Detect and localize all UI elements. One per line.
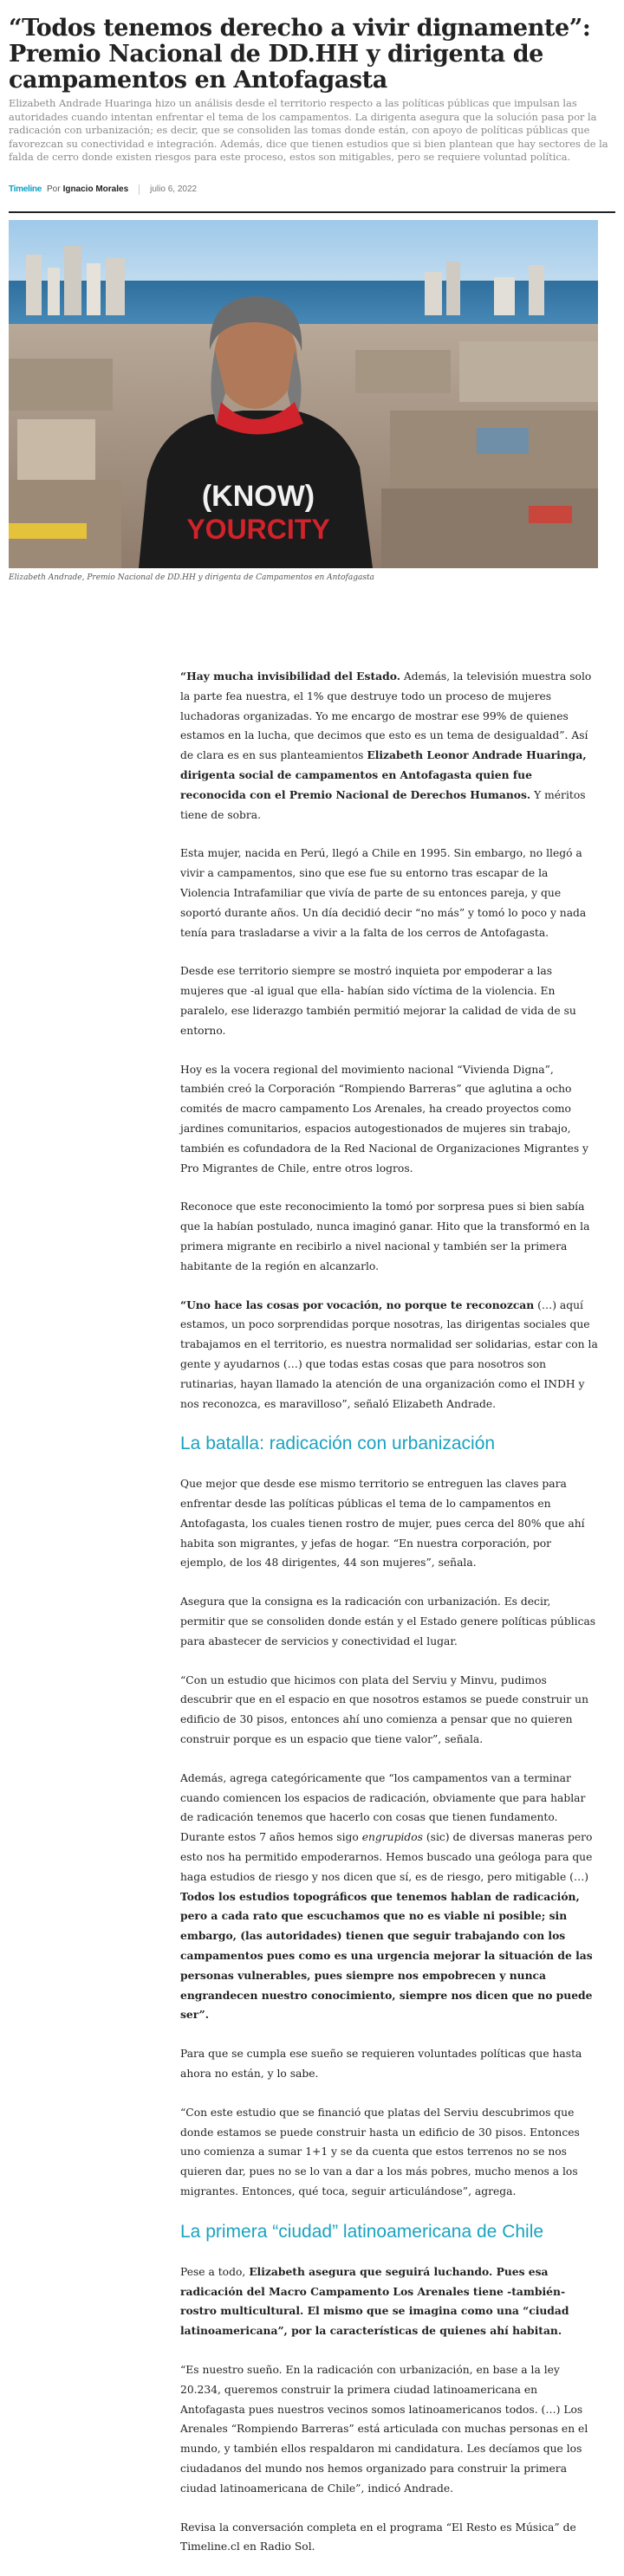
paragraph-13-bold: Elizabeth asegura que seguirá luchando. Pues esa radicación del Macro Campamento Los Arenales tiene -también- rostro multicultural. El mismo que se imagina como una “ciudad latinoamericana”, por la características de quienes ahí habitan. [180, 2264, 569, 2338]
paragraph-12: “Con este estudio que se financió que platas del Serviu descubrimos que donde estamos se puede construir hasta un edificio de 30 pisos. Entonces uno comienza a sumar 1+1 y se da cuenta que estos terrenos no se nos quieren dar, pues no se lo van a dar a los más pobres, mucho menos a los migrantes. Entonces, qué toca, seguir articulándose”, agrega. [180, 2106, 580, 2197]
paragraph-5: Reconoce que este reconocimiento la tomó por sorpresa pues si bien sabía que la habían postulado, nunca imaginó ganar. Hito que la transformó en la primera migrante en recibirlo a nivel nacional y también ser la primera habitante de la región en alcanzarlo. [180, 1201, 590, 1272]
paragraph-10-bold: Todos los estudios topográficos que tenemos hablan de radicación, pero a cada rato que escuchamos que no es viable ni posible; sin embargo, (las autoridades) tienen que seguir trabajando con los campamentos pues como es una urgencia mejorar la situación de las personas vulnerables, pues siempre nos empobrecen y nunca engrandecen nuestro conocimiento, siempre nos dicen que no puede ser”. [180, 1889, 593, 2022]
paragraph-7: Que mejor que desde ese mismo territorio se entreguen las claves para enfrentar desde las políticas públicas el tema de lo campamentos en Antofagasta, los cuales tienen rostro de mujer, pues cerca del 80% que ahí habita son migrantes, y jefas de hogar. “En nuestra corporación, por ejemplo, de los 48 dirigentes, 44 son mujeres”, señala. [180, 1478, 585, 1570]
paragraph-6 [180, 1296, 598, 1414]
paragraph-13-text: Pese a todo, [180, 2265, 250, 2278]
paragraph-11: Para que se cumpla ese sueño se requieren voluntades políticas que hasta ahora no están, y lo sabe. [180, 2048, 582, 2081]
paragraph-1-bold-1: “Hay mucha invisibilidad del Estado. [180, 670, 400, 683]
paragraph-4: Hoy es la vocera regional del movimiento nacional “Vivienda Digna”, también creó la Corporación “Rompiendo Barreras” que aglutina a ocho comités de macro campamento Los Arenales, ha creado proyectos como jardines comunitarios, espacios autogestionados de mujeres sin trabajo, también es cofundadora de la Red Nacional de Organizaciones Migrantes y Pro Migrantes de Chile, entre otros logros. [180, 1063, 589, 1175]
article-body [180, 667, 598, 2576]
paragraph-1-bold-2: Elizabeth Leonor Andrade Huaringa, dirigenta social de campamentos en Antofagasta quien fue reconocida con el Premio Nacional de Derechos Humanos. [180, 748, 587, 801]
photo-caption: Elizabeth Andrade, Premio Nacional de DD.HH y dirigenta de Campamentos en Antofagasta [9, 573, 374, 582]
byline-prefix: Por [47, 184, 61, 194]
header-divider [9, 211, 615, 213]
paragraph-1 [180, 667, 598, 825]
article-lead: Elizabeth Andrade Huaringa hizo un análisis desde el territorio respecto a las políticas públicas que impulsan las autoridades cuando intentan enfrentar el tema de los campamentos. La dirigenta asegura que la solución pasa por la radicación con urbanización; es decir, que se consoliden las tomas donde están, con apoyo de políticas públicas que favorezcan su conectividad e integración. Además, dice que tienen estudios que si bien plantean que hay sectores de la falda de cerro donde existen riesgos para este proceso, estos son mitigables, pero se requiere voluntad política. [9, 97, 608, 163]
paragraph-6-bold: “Uno hace las cosas por vocación, no porque te reconozcan [180, 1298, 535, 1311]
section-heading-1: La batalla: radicación con urbanización [180, 1434, 496, 1454]
paragraph-10 [180, 1769, 598, 2025]
paragraph-9: “Con un estudio que hicimos con plata del Serviu y Minvu, pudimos descubrir que en el espacio en que nosotros estamos se puede construir un edificio de 30 pisos, entonces ahí uno comienza a pensar que no quieren construir porque es un espacio que tiene valor”, señala. [180, 1673, 589, 1746]
paragraph-10-italic: engrupidos [361, 1831, 423, 1844]
paragraph-6-text: (…) aquí estamos, un poco sorprendidas porque nosotras, las dirigentas sociales que trabajamos en el territorio, es nuestra normalidad ser solidarias, estar con la gente y ayudarnos (…) que todas estas cosas que para nosotros son rutinarias, hayan llamado la atención de una organización como el INDH y nos reconozca, es maravilloso”, señaló Elizabeth Andrade. [180, 1298, 598, 1410]
paragraph-2: Esta mujer, nacida en Perú, llegó a Chile en 1995. Sin embargo, no llegó a vivir a campamentos, sino que ese fue su entorno tras escapar de la Violencia Intrafamiliar que vivía de parte de su entonces pareja, y que soportó durante años. Un día decidió decir “no más” y tomó lo poco y nada tenía para trasladarse a vivir a la falta de los cerros de Antofagasta. [180, 847, 587, 939]
shirt-line-2: YOURCITY [186, 513, 330, 545]
paragraph-1-text-1: Además, la televisión muestra solo la parte fea nuestra, el 1% que destruye todo un proceso de mujeres luchadoras organizadas. Yo me encargo de mostrar ese 99% de quienes estamos en la lucha, que decimos que esto es un tema de desigualdad”. Así de clara es en sus planteamientos [180, 670, 592, 762]
paragraph-10-text-1: Además, agrega categóricamente que “los campamentos van a terminar cuando comiencen los espacios de radicación, obviamente que para hablar de radicación tenemos que hacerlo con cosas que tienen fundamento. Durante estos 7 años hemos sigo [180, 1771, 586, 1844]
article-title: “Todos tenemos derecho a vivir dignamente”: Premio Nacional de DD.HH y dirigenta de campamentos en Antofagasta [9, 15, 591, 94]
paragraph-13 [180, 2262, 598, 2341]
timeline-logo[interactable]: Timeline [9, 184, 42, 194]
shirt-line-1: (KNOW) [201, 479, 315, 513]
meta-divider [139, 184, 140, 195]
paragraph-14: “Es nuestro sueño. En la radicación con urbanización, en base a la ley 20.234, queremos construir la primera ciudad latinoamericana en Antofagasta pues nuestros vecinos somos latinoamericanos todos. (…) Los Arenales “Rompiendo Barreras” está articulada con muchas personas en el mundo, y también ellos respaldaron mi candidatura. Les decíamos que los ciudadanos del mundo nos hemos organizado para construir la primera ciudad latinoamericana de Chile”, indicó Andrade. [180, 2363, 588, 2495]
paragraph-1-text-2: Y méritos tiene de sobra. [180, 788, 586, 821]
publish-date: julio 6, 2022 [150, 184, 198, 194]
paragraph-10-text-2: (sic) de diversas maneras pero esto nos ha permitido empoderarnos. Hemos buscado una geóloga para que haga estudios de riesgo y nos dicen que sí, es de riesgo, pero mitigable (…) [180, 1831, 593, 1883]
article-photo [9, 220, 598, 568]
paragraph-15: Revisa la conversación completa en el programa “El Resto es Música” de Timeline.cl en Radio Sol. [180, 2521, 576, 2553]
article-meta [9, 184, 615, 196]
paragraph-3: Desde ese territorio siempre se mostró inquieta por empoderar a las mujeres que -al igual que ella- habían sido víctima de la violencia. En paralelo, ese liderazgo también permitió mejorar la calidad de vida de su entorno. [180, 965, 576, 1037]
author-link[interactable]: Ignacio Morales [62, 184, 129, 194]
paragraph-8: Asegura que la consigna es la radicación con urbanización. Es decir, permitir que se consoliden donde están y el Estado genere políticas públicas para abastecer de servicios y conectividad el lugar. [180, 1595, 596, 1647]
section-heading-2: La primera “ciudad” latinoamericana de Chile [180, 2221, 544, 2242]
